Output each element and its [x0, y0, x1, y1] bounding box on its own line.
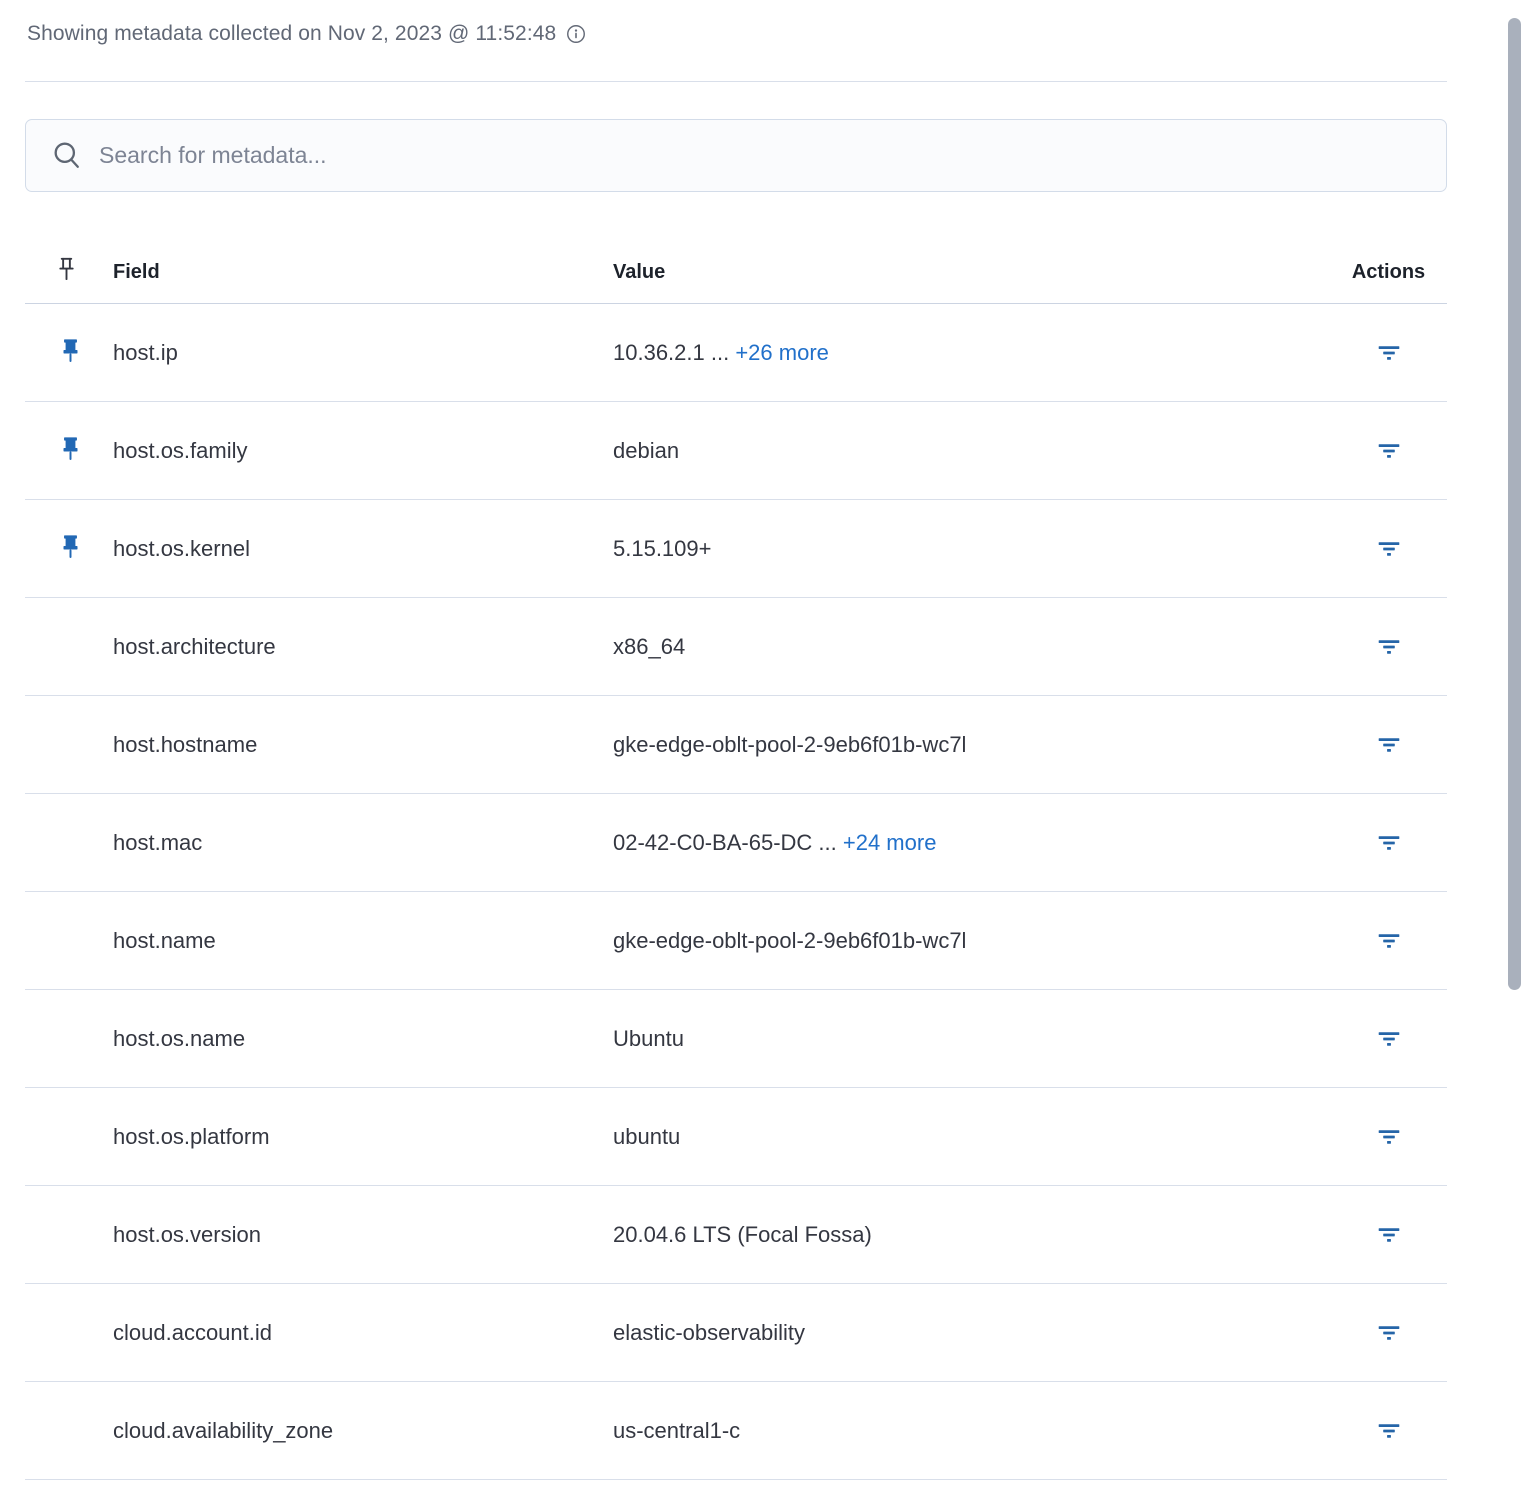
filter-icon-button[interactable]	[1374, 436, 1404, 466]
field-value: gke-edge-oblt-pool-2-9eb6f01b-wc7l	[613, 731, 967, 757]
actions-column-header: Actions	[1351, 261, 1426, 283]
more-values-link[interactable]: +26 more	[735, 339, 829, 365]
filter-icon	[1378, 1224, 1400, 1246]
value-cell	[613, 1124, 1330, 1150]
field-name: host.os.platform	[113, 1123, 270, 1149]
field-cell	[113, 732, 613, 758]
actions-cell	[1330, 730, 1447, 760]
field-cell	[113, 536, 613, 562]
field-value: debian	[613, 437, 680, 463]
field-name: host.hostname	[113, 731, 258, 757]
search-icon	[52, 140, 83, 171]
actions-cell	[1330, 1416, 1447, 1446]
pinned-icon	[59, 534, 82, 562]
field-name: cloud.account.id	[113, 1319, 272, 1345]
filter-icon	[1378, 1126, 1400, 1148]
table-row	[25, 892, 1447, 990]
filter-icon-button[interactable]	[1374, 730, 1404, 760]
filter-icon	[1378, 734, 1400, 756]
field-name: host.os.family	[113, 437, 248, 463]
field-name: host.mac	[113, 829, 203, 855]
pin-icon	[55, 256, 78, 284]
search-input[interactable]	[99, 142, 1428, 169]
actions-cell	[1330, 926, 1447, 956]
table-row	[25, 402, 1447, 500]
vertical-scrollbar[interactable]	[1508, 18, 1521, 990]
actions-cell	[1330, 828, 1447, 858]
field-name: cloud.availability_zone	[113, 1417, 334, 1443]
filter-icon-button[interactable]	[1374, 338, 1404, 368]
table-row	[25, 1284, 1447, 1382]
value-cell	[613, 340, 1330, 366]
field-cell	[113, 634, 613, 660]
pin-icon-button[interactable]	[55, 432, 86, 468]
field-cell	[113, 438, 613, 464]
header-divider	[25, 81, 1447, 82]
field-value: 5.15.109+	[613, 535, 712, 561]
pin-icon-button[interactable]	[55, 334, 86, 370]
table-row	[25, 1186, 1447, 1284]
metadata-timestamp-header	[27, 22, 1447, 46]
metadata-table	[25, 242, 1447, 1480]
filter-icon	[1378, 930, 1400, 952]
filter-icon-button[interactable]	[1374, 534, 1404, 564]
filter-icon-button[interactable]	[1374, 828, 1404, 858]
field-cell	[113, 1124, 613, 1150]
field-value: gke-edge-oblt-pool-2-9eb6f01b-wc7l	[613, 927, 967, 953]
table-row	[25, 696, 1447, 794]
filter-icon	[1378, 1420, 1400, 1442]
table-row	[25, 1088, 1447, 1186]
metadata-table-header	[25, 242, 1447, 304]
field-value: 20.04.6 LTS (Focal Fossa)	[613, 1221, 872, 1247]
filter-icon	[1378, 1322, 1400, 1344]
table-row	[25, 1382, 1447, 1480]
more-values-link[interactable]: +24 more	[842, 829, 937, 855]
value-cell	[613, 1320, 1330, 1346]
actions-cell	[1330, 1024, 1447, 1054]
field-name: host.architecture	[113, 633, 276, 659]
value-column-header: Value	[613, 261, 666, 283]
field-cell	[113, 830, 613, 856]
field-cell	[113, 340, 613, 366]
field-name: host.ip	[113, 339, 178, 365]
value-cell	[613, 1418, 1330, 1444]
pinned-icon	[59, 436, 82, 464]
value-cell	[613, 830, 1330, 856]
field-column-header: Field	[113, 261, 160, 283]
field-value: 10.36.2.1 ...	[613, 339, 730, 365]
field-value: x86_64	[613, 633, 686, 659]
pin-cell	[25, 432, 113, 470]
metadata-panel	[25, 0, 1447, 1480]
filter-icon	[1378, 832, 1400, 854]
value-cell	[613, 536, 1330, 562]
metadata-search-box	[25, 119, 1447, 192]
actions-cell	[1330, 1122, 1447, 1152]
field-cell	[113, 1320, 613, 1346]
actions-cell	[1330, 1318, 1447, 1348]
pin-column-header	[25, 256, 113, 290]
field-value: Ubuntu	[613, 1025, 684, 1051]
metadata-timestamp-text: Showing metadata collected on Nov 2, 2023 @ 11:52:48	[27, 22, 557, 45]
filter-icon	[1378, 636, 1400, 658]
actions-cell	[1330, 436, 1447, 466]
field-cell	[113, 928, 613, 954]
filter-icon-button[interactable]	[1374, 1024, 1404, 1054]
filter-icon	[1378, 342, 1400, 364]
info-circle-icon[interactable]	[566, 24, 586, 44]
value-cell	[613, 928, 1330, 954]
field-name: host.os.version	[113, 1221, 261, 1247]
actions-cell	[1330, 534, 1447, 564]
filter-icon-button[interactable]	[1374, 926, 1404, 956]
filter-icon-button[interactable]	[1374, 1318, 1404, 1348]
field-value: elastic-observability	[613, 1319, 805, 1345]
table-row	[25, 598, 1447, 696]
metadata-table-body	[25, 304, 1447, 1480]
field-value: 02-42-C0-BA-65-DC ...	[613, 829, 837, 855]
field-cell	[113, 1222, 613, 1248]
actions-cell	[1330, 1220, 1447, 1250]
value-cell	[613, 1222, 1330, 1248]
field-cell	[113, 1026, 613, 1052]
field-name: host.os.name	[113, 1025, 246, 1051]
value-cell	[613, 438, 1330, 464]
field-name: host.name	[113, 927, 216, 953]
actions-cell	[1330, 632, 1447, 662]
table-row	[25, 794, 1447, 892]
actions-cell	[1330, 338, 1447, 368]
pin-icon-button[interactable]	[55, 530, 86, 566]
filter-icon-button[interactable]	[1374, 1416, 1404, 1446]
filter-icon	[1378, 1028, 1400, 1050]
pin-cell	[25, 334, 113, 372]
pin-cell	[25, 530, 113, 568]
value-cell	[613, 1026, 1330, 1052]
field-cell	[113, 1418, 613, 1444]
table-row	[25, 304, 1447, 402]
field-value: ubuntu	[613, 1123, 681, 1149]
filter-icon-button[interactable]	[1374, 632, 1404, 662]
filter-icon	[1378, 538, 1400, 560]
table-row	[25, 990, 1447, 1088]
filter-icon-button[interactable]	[1374, 1220, 1404, 1250]
value-cell	[613, 634, 1330, 660]
field-value: us-central1-c	[613, 1417, 741, 1443]
filter-icon	[1378, 440, 1400, 462]
field-name: host.os.kernel	[113, 535, 250, 561]
table-row	[25, 500, 1447, 598]
pinned-icon	[59, 338, 82, 366]
filter-icon-button[interactable]	[1374, 1122, 1404, 1152]
value-cell	[613, 732, 1330, 758]
